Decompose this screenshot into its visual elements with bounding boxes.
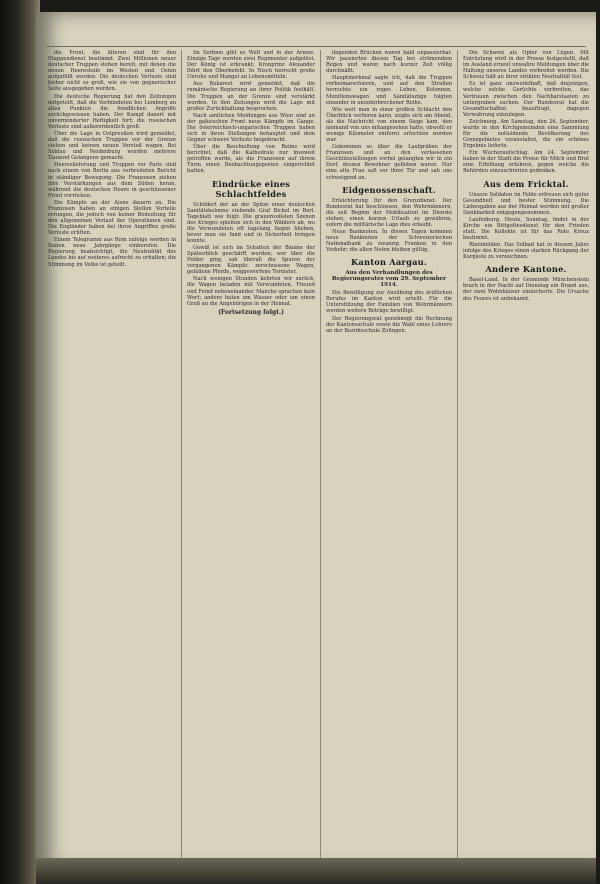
- local-title: Aus dem Fricktal.: [483, 178, 569, 189]
- paragraph: Laufenburg. Heute, Sonntag, findet in der Kirche ein Bittgottesdienst für den Frieden statt. Die Kollekte ist für das Rote Kreuz bestimmt.: [463, 216, 589, 242]
- paragraph: Wie weit man in einer großen Schlacht den Überblick verlieren kann, zeigte sich am Abend, als die Nachricht von einem Siege kam, den niemand von uns mitangesehen hatte, obwohl er wenige Kilometer entfernt erfochten worden war.: [326, 106, 452, 144]
- paragraph: Basel-Land. In der Gemeinde Münchenstein brach in der Nacht auf Dienstag ein Brand aus, der zwei Wohnhäuser einäscherte. Die Ursache des Feuers ist unbekannt.: [463, 277, 589, 302]
- canton-title: Kanton Aargau.: [351, 257, 427, 268]
- book-binding-edge: [0, 0, 40, 884]
- paragraph: Neue Banknoten. In diesen Tagen kommen neue Banknoten der Schweizerischen Nationalbank zu zwanzig Franken in den Verkehr; die alten Noten bleiben gültig.: [326, 228, 452, 254]
- column-1: [48, 50, 176, 860]
- header-rule: [46, 46, 586, 47]
- column-rule: [181, 50, 182, 860]
- other-cantons-title: Andere Kantone.: [485, 264, 567, 275]
- paragraph: liegenden Brücken waren bald unpassierbar. Wir passierten diesen Tag bei strömendem Regen und waren nach kurzer Zeit völlig durchnäßt.: [326, 50, 452, 75]
- paragraph: Rheinfelden. Das Solbad hat in diesem Jahre infolge des Krieges einen starken Rückgang der Kurgäste zu verzeichnen.: [463, 242, 589, 261]
- paragraph: Nach wenigen Stunden kehrten wir zurück, die Wagen beladen mit Verwundeten, Freund und Feind nebeneinander. Manche sprachen kein Wort; andere baten um Wasser oder um einen Gruß an die Angehörigen in der Heimat.: [187, 276, 315, 307]
- paragraph: Über die Lage in Ostpreußen wird gemeldet, daß die russischen Truppen vor der Grenze stehen und keinen neuen Vorstoß wagen. Bei Soldau und Neidenburg wurden mehrere Tausend Gefangene gemacht.: [48, 130, 176, 162]
- section-title: Eidgenossenschaft.: [342, 184, 436, 195]
- paragraph: Ein Wucheraufschlag. Am 24. September haben in der Stadt die Preise für Milch und Brot eine Erhöhung erfahren, gegen welche die Behörden einzuschreiten gedenken.: [463, 150, 589, 175]
- paragraph: Die deutsche Regierung hat den Zeitungen mitgeteilt, daß die Verbündeten bei Lemberg an allen Punkten die feindlichen Angriffe zurückgewiesen haben. Der Kampf dauert mit unverminderter Heftigkeit fort; die russischen Verluste sind außerordentlich groß.: [48, 93, 176, 130]
- paragraph: die Front, die älteren sind für den Etappendienst bestimmt. Zwei Millionen neuer deutscher Truppen stehen bereit, mit denen die neuen Heeresteile im Westen und Osten aufgefüllt werden. Die deutschen Verluste sind bisher nicht so groß, wie sie von gegnerischer Seite ausgegeben werden.: [48, 50, 176, 93]
- paragraph: Die Schweiz als Opfer von Lügen. Mit Entrüstung wird in der Presse festgestellt, daß im Ausland erneut unwahre Meldungen über die Haltung unseres Landes verbreitet werden. Die Schweiz hält an ihrer strikten Neutralität fest.: [463, 50, 589, 81]
- column-4: [463, 50, 589, 860]
- column-2: [187, 50, 315, 860]
- paragraph: Gekommen so über die Laufgräben der Franzosen und an den verlassenen Geschützstellungen vorbei gelangten wir in ein Dorf, dessen Bewohner geflohen waren. Nur eine alte Frau saß vor ihrer Tür und sah uns schweigend an.: [326, 144, 452, 181]
- paragraph: Zeichnung. Am Samstag, den 26. September, wurde in den Kirchgemeinden eine Sammlung für die notleidende Bevölkerung des Grenzgebietes veranstaltet, die ein schönes Ergebnis lieferte.: [463, 118, 589, 150]
- paragraph: Es ist ganz unzweifelhaft, daß diejenigen, welche solche Gerüchte verbreiten, das Vertrauen zwischen den Nachbarstaaten zu untergraben suchen. Der Bundesrat hat die Gesandtschaften beauftragt, dagegen Verwahrung einzulegen.: [463, 81, 589, 118]
- story-title: Eindrücke eines Schlachtfeldes: [211, 178, 291, 199]
- paragraph: Hauptmerkmal sagte ich, daß die Truppen vorbeimarschieren, und auf den Straßen herrschte ein reges Leben. Kolonnen, Munitionswagen und Sanitätszüge folgten einander in ununterbrochener Reihe.: [326, 75, 452, 106]
- paragraph: Gewiß ist sich im Schatten der Bäume der Späherblick geschärft worden; wer über die Felder ging, sah überall die Spuren der vergangenen Kämpfe: zerschossene Wagen, gefallene Pferde, weggeworfene Tornister.: [187, 245, 315, 276]
- paragraph: Schildert der an der Spitze einer deutschen Sanitätskolonne stehende Graf Bickel im Berl. Tageblatt wie folgt: Die grauenvollsten Szenen des Krieges spielten sich in den Wäldern ab, wo die Verwundeten oft tagelang liegen blieben, bevor man sie fand und in Sicherheit bringen konnte.: [187, 201, 315, 244]
- continuation-note: (Fortsetzung folgt.): [218, 308, 284, 316]
- newspaper-page: [36, 12, 596, 870]
- column-rule: [320, 50, 321, 860]
- column-3: [326, 50, 452, 860]
- paragraph: Aus Bukarest wird gemeldet, daß die rumänische Regierung an ihrer Politik festhält. Die Truppen an der Grenze sind verstärkt worden. In den Zeitungen wird die Lage mit großer Zurückhaltung besprochen.: [187, 81, 315, 112]
- paragraph: Heereslieferung und Truppen vor Paris sind nach einem von Berlin aus verbreiteten Bericht in ständiger Bewegung. Die Franzosen ziehen ihre Verstärkungen aus dem Süden heran, während die deutschen Heere in geschlossener Front vorrücken.: [48, 162, 176, 199]
- canton-subtitle: Aus den Verhandlungen des Regierungsrates vom 29. September 1914.: [331, 270, 447, 289]
- paragraph: Die Kämpfe an der Aisne dauern an. Die Franzosen haben an einigen Stellen Vorteile errungen, die jedoch von keiner Bedeutung für den allgemeinen Verlauf der Operationen sind. Die Engländer haben bei ihren Angriffen große Verluste erlitten.: [48, 199, 176, 237]
- paragraph: Die Bewilligung zur Ausübung des ärztlichen Berufes im Kanton wird erteilt. Für die Unterstützung der Familien von Wehrmännern werden weitere Beträge bewilligt.: [326, 290, 452, 315]
- page-bottom-edge: [36, 858, 596, 884]
- paragraph: Der Regierungsrat genehmigt die Rechnung der Kantonsschule sowie die Wahl eines Lehrers an der Bezirksschule Zofingen.: [326, 315, 452, 334]
- paragraph: Erleichterung für den Grenzdienst. Der Bundesrat hat beschlossen, den Wehrmännern, die seit Beginn der Mobilisation im Dienste stehen, einen kurzen Urlaub zu gewähren, sofern die militärische Lage dies erlaubt.: [326, 197, 452, 228]
- paragraph: Im Serbien gibt es Wolf und in der Armee. Einzige Tage werden zwei Regimenter aufgelöst. Der König ist erkrankt; Kronprinz Alexander führt den Oberbefehl. In Nisch herrscht große Unruhe und Mangel an Lebensmitteln.: [187, 50, 315, 81]
- paragraph: Über die Beschießung von Reims wird berichtet, daß die Kathedrale nur insoweit getroffen wurde, als die Franzosen auf ihrem Turm einen Beobachtungsposten eingerichtet hatten.: [187, 144, 315, 175]
- paragraph: Einem Telegramm aus Rom zufolge werden in Italien neue Jahrgänge einberufen. Die Regierung beabsichtigt, die Neutralität des Landes bis auf weiteres aufrecht zu erhalten; die Stimmung im Volke ist geteilt.: [48, 237, 176, 268]
- paragraph: Unsere Soldaten im Felde erfreuen sich guter Gesundheit und bester Stimmung. Die Liebesgaben aus der Heimat werden mit großer Dankbarkeit entgegengenommen.: [463, 191, 589, 216]
- paragraph: Nach amtlichen Meldungen aus Wien sind an der galizischen Front neue Kämpfe im Gange. Die österreichisch-ungarischen Truppen haben sich in ihren Stellungen behauptet und dem Gegner schwere Verluste beigebracht.: [187, 112, 315, 144]
- column-rule: [457, 50, 458, 860]
